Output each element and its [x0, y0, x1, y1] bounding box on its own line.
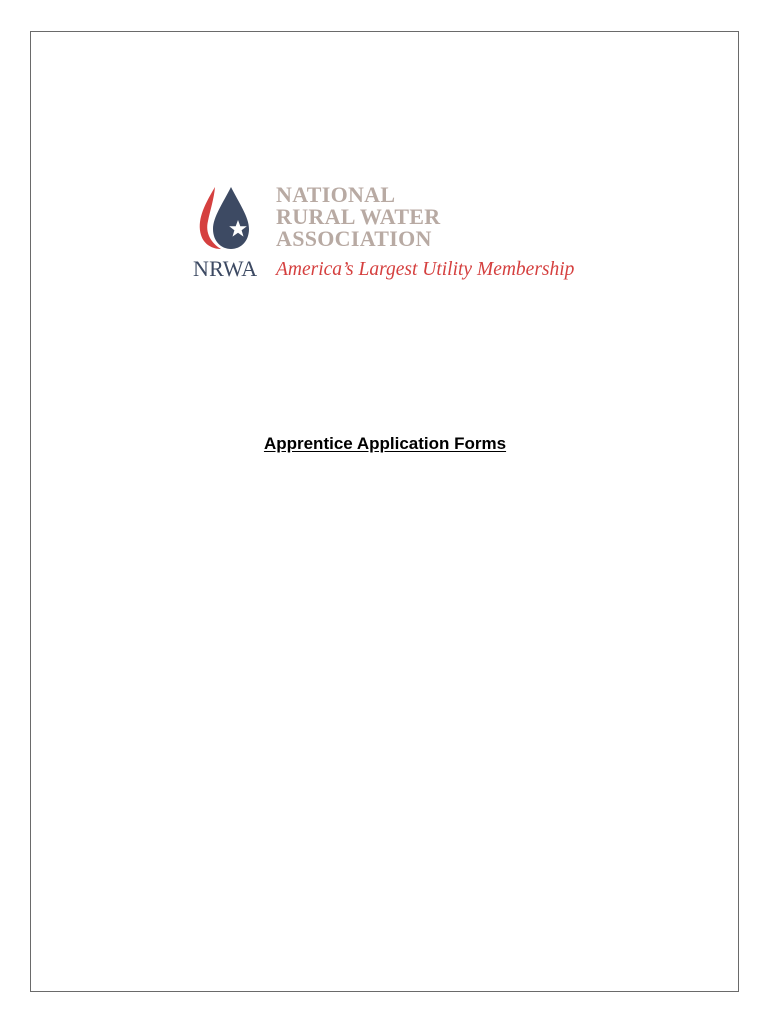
- water-drop-star-icon: [193, 183, 263, 253]
- document-title: [0, 433, 770, 455]
- org-abbreviation: NRWA: [193, 256, 258, 281]
- nrwa-logo: [193, 183, 593, 288]
- document-title-text: Apprentice Application Forms: [263, 434, 507, 453]
- org-name-line-1: NATIONAL: [276, 182, 396, 207]
- org-name-line-2: RURAL WATER: [276, 204, 441, 229]
- document-page: [30, 31, 739, 992]
- org-tagline: America’s Largest Utility Membership: [276, 259, 575, 280]
- org-name: [276, 184, 440, 250]
- org-name-line-3: ASSOCIATION: [276, 226, 432, 251]
